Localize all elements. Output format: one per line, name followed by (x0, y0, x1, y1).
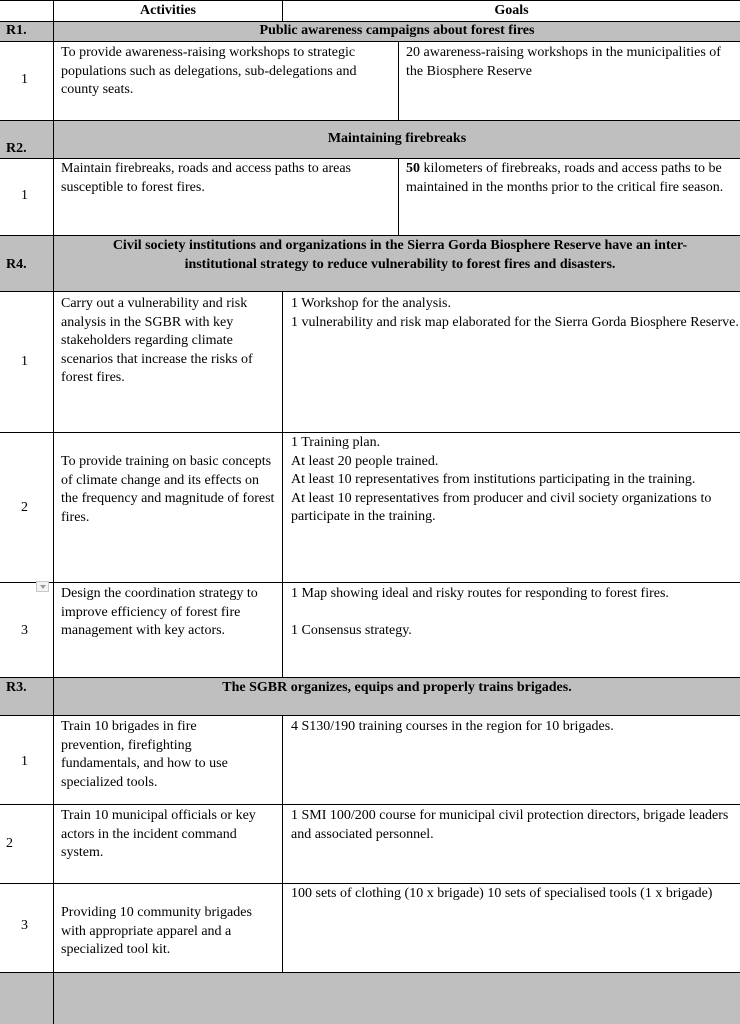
activity-text: Train 10 municipal officials or key actors in the incident command system. (61, 808, 256, 860)
activity-text: Maintain firebreaks, roads and access paths to areas susceptible to forest fires. (61, 161, 351, 195)
goal-line: At least 20 people trained. (291, 453, 439, 469)
row-number: 2 (6, 836, 13, 851)
goal-line: At least 10 representatives from producer and civil society organizations to participate in the training. (291, 490, 712, 524)
goal-line: 1 Map showing ideal and risky routes for responding to forest fires. (291, 586, 669, 601)
goal-text (406, 160, 736, 197)
row-number: 2 (21, 500, 28, 515)
section-title: Civil society institutions and organizations in the Sierra Gorda Biosphere Reserve have an inter-institutional strategy to reduce vulnerability to forest fires and disasters. (112, 238, 688, 272)
goal-text (291, 295, 740, 332)
row-number: 1 (21, 754, 28, 769)
goal-bold-value: 50 (406, 161, 420, 176)
activity-text: Providing 10 community brigades with appropriate apparel and a specialized tool kit. (61, 905, 252, 957)
column-header-activities: Activities (140, 3, 196, 18)
row-number: 1 (21, 354, 28, 369)
goal-line: At least 10 representatives from institutions participating in the training. (291, 472, 696, 487)
goal-line: 1 Workshop for the analysis. (291, 296, 451, 311)
goal-line: 1 Training plan. (291, 435, 381, 450)
section-code: R3. (6, 680, 27, 695)
footer-band (0, 973, 740, 1024)
goal-text: 1 SMI 100/200 course for municipal civil protection directors, brigade leaders and associated personnel. (291, 808, 729, 842)
goal-text: 100 sets of clothing (10 x brigade) 10 sets of specialised tools (1 x brigade) (291, 886, 713, 901)
goal-line: 1 Consensus strategy. (291, 623, 412, 638)
activity-text: Train 10 brigades in fire prevention, firefighting fundamentals, and how to use specialized tools. (61, 719, 228, 790)
row-number: 3 (21, 918, 28, 933)
activity-text: Carry out a vulnerability and risk analysis in the SGBR with key stakeholders regarding climate scenarios that increase the risks of forest fires. (61, 296, 253, 385)
activity-text: To provide training on basic concepts of climate change and its effects on the frequency and magnitude of forest fires. (61, 454, 275, 525)
section-code: R2. (6, 141, 27, 156)
dropdown-handle-icon[interactable] (36, 581, 49, 592)
row-number: 1 (21, 188, 28, 203)
column-header-goals: Goals (494, 3, 529, 18)
section-title: Maintaining firebreaks (327, 131, 467, 146)
row-number: 1 (21, 72, 28, 87)
goal-text: 20 awareness-raising workshops in the municipalities of the Biosphere Reserve (406, 45, 721, 79)
goal-text (291, 585, 740, 641)
row-number: 3 (21, 623, 28, 638)
goal-line: 1 vulnerability and risk map elaborated for the Sierra Gorda Biosphere Reserve. (291, 314, 739, 330)
goal-rest: kilometers of firebreaks, roads and access paths to be maintained in the months prior to the critical fire season. (406, 161, 724, 195)
goal-text: 4 S130/190 training courses in the region for 10 brigades. (291, 719, 614, 734)
section-code: R4. (6, 257, 27, 272)
activity-text: Design the coordination strategy to improve efficiency of forest fire management with key actors. (61, 586, 258, 638)
section-code: R1. (6, 23, 27, 38)
activity-text: To provide awareness-raising workshops to strategic populations such as delegations, sub-delegations and county seats. (61, 45, 357, 97)
section-title: The SGBR organizes, equips and properly trains brigades. (222, 680, 572, 695)
section-title: Public awareness campaigns about forest fires (259, 23, 535, 38)
goal-text (291, 434, 727, 527)
